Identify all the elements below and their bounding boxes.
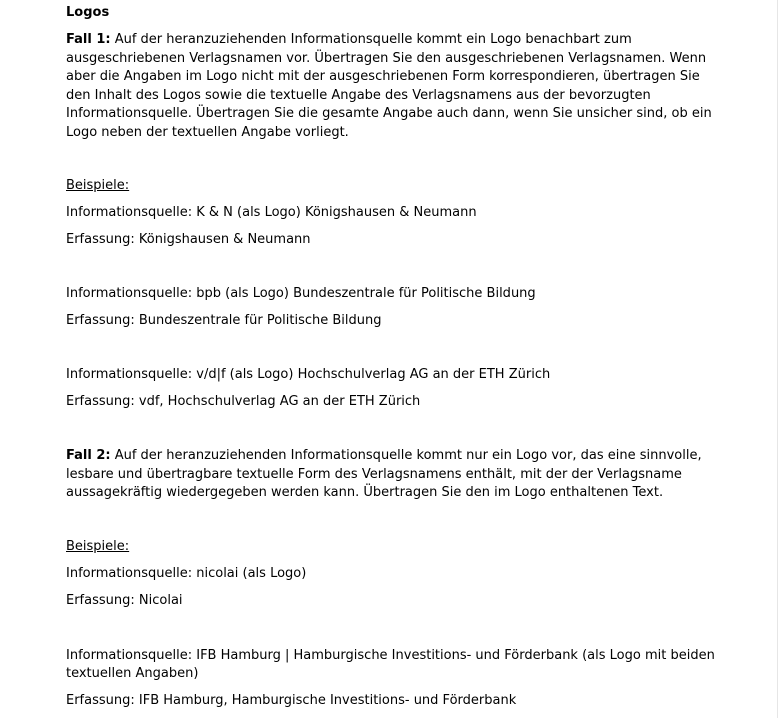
case-2-example-1-source: Informationsquelle: nicolai (als Logo) (66, 566, 307, 581)
case-1-example-2-source: Informationsquelle: bpb (als Logo) Bundeszentrale für Politische Bildung (66, 286, 536, 301)
case-1-example-2-capture: Erfassung: Bundeszentrale für Politische Bildung (66, 313, 382, 328)
case-2-paragraph (66, 447, 726, 503)
case-1-example-1-capture: Erfassung: Königshausen & Neumann (66, 232, 311, 247)
case-2-example-2-source: Informationsquelle: IFB Hamburg | Hamburgische Investitions- und Förderbank (als Logo mit beiden textuellen Angaben) (66, 648, 715, 681)
case-2-example-2-capture: Erfassung: IFB Hamburg, Hamburgische Investitions- und Förderbank (66, 693, 517, 708)
case-2-label: Fall 2: (66, 448, 111, 463)
case-1-text: Auf der heranzuziehenden Informationsquelle kommt ein Logo benachbart zum ausgeschriebenen Verlagsnamen vor. Übertragen Sie den ausgeschriebenen Verlagsnamen. Wenn aber die Angaben im Logo nicht mit der ausgeschriebenen Form korrespondieren, übertragen Sie den Inhalt des Logos sowie die textuelle Angabe des Verlagsnamens aus der bevorzugten Informationsquelle. Übertragen Sie die gesamte Angabe auch dann, wenn Sie unsicher sind, ob ein Logo neben der textuellen Angabe vorliegt. (66, 32, 712, 140)
case-1-examples-label: Beispiele: (66, 178, 130, 193)
case-1-example-3-capture: Erfassung: vdf, Hochschulverlag AG an der ETH Zürich (66, 394, 421, 409)
case-2-example-1-capture: Erfassung: Nicolai (66, 593, 183, 608)
case-1-example-3-source: Informationsquelle: v/d|f (als Logo) Hochschulverlag AG an der ETH Zürich (66, 367, 551, 382)
case-1-label: Fall 1: (66, 32, 111, 47)
section-heading: Logos (66, 5, 110, 20)
case-2-examples-label: Beispiele: (66, 539, 130, 554)
case-2-text: Auf der heranzuziehenden Informationsquelle kommt nur ein Logo vor, das eine sinnvolle, lesbare und übertragbare textuelle Form des Verlagsnamens enthält, mit der der Verlagsname aussagekräftig wiedergegeben werden kann. Übertragen Sie den im Logo enthaltenen Text. (66, 448, 702, 500)
case-1-paragraph (66, 31, 726, 142)
case-1-example-1-source: Informationsquelle: K & N (als Logo) Königshausen & Neumann (66, 205, 477, 220)
